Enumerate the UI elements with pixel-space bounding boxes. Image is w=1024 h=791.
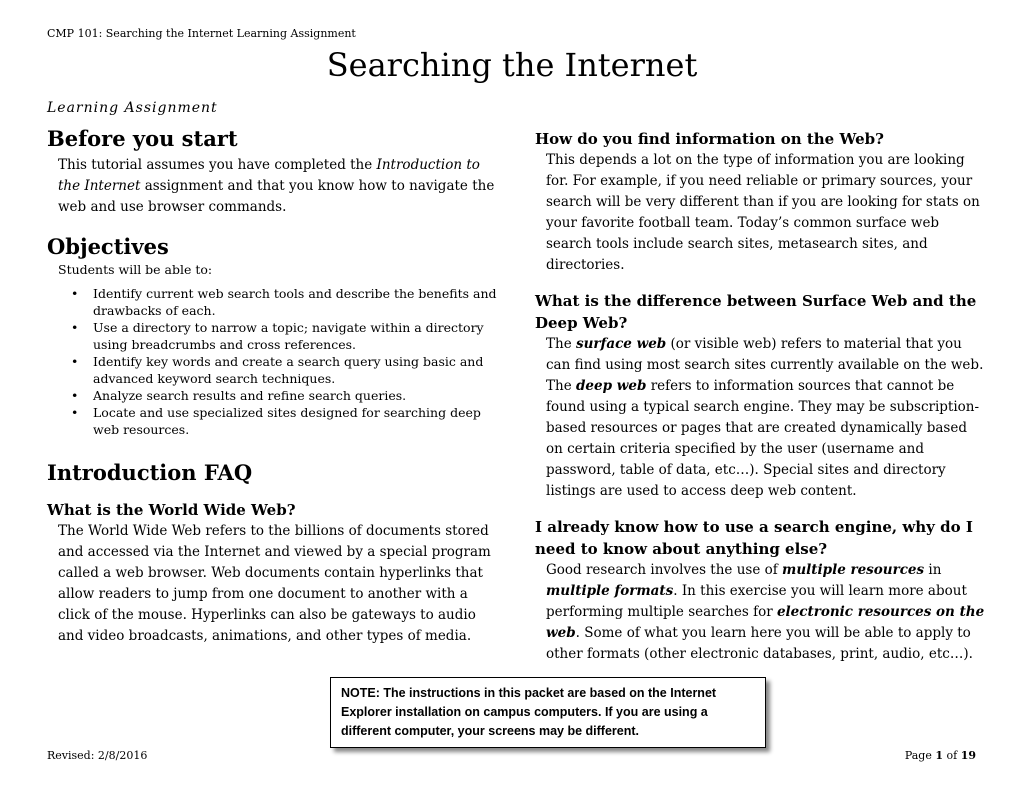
faq-question-find: How do you find information on the Web? xyxy=(535,130,884,148)
right-column xyxy=(535,126,985,665)
list-item: • Locate and use specialized sites designed for searching deep web resources. xyxy=(93,404,497,438)
faq-answer-www: The World Wide Web refers to the billions of documents stored and accessed via the Internet and viewed by a special program called a web browser. Web documents contain hyperlinks that allow readers to jump from one document to another with a click of the mouse. Hyperlinks can also be gateways to audio and video broadcasts, animations, and other types of media. xyxy=(58,523,491,644)
list-item: • Identify current web search tools and describe the benefits and drawbacks of each. xyxy=(93,285,497,319)
running-header: CMP 101: Searching the Internet Learning Assignment xyxy=(47,27,356,40)
revised-date: Revised: 2/8/2016 xyxy=(47,749,148,762)
faq-question-www: What is the World Wide Web? xyxy=(47,501,296,519)
page-title: Searching the Internet xyxy=(326,46,698,84)
page-number: Page 1 of 19 xyxy=(904,749,976,762)
page-subtitle: Learning Assignment xyxy=(47,100,218,116)
left-column xyxy=(47,126,497,647)
before-heading: Before you start xyxy=(47,126,238,151)
before-paragraph: This tutorial assumes you have completed the Introduction to the Internet assignment and that you know how to navigate the web and use browser commands. xyxy=(58,157,495,215)
objectives-intro: Students will be able to: xyxy=(58,262,213,277)
faq-heading: Introduction FAQ xyxy=(47,460,253,485)
list-item: • Identify key words and create a search query using basic and advanced keyword search techniques. xyxy=(93,353,497,387)
faq-question-search-engine: I already know how to use a search engine, why do I need to know about anything else? xyxy=(535,518,973,558)
faq-answer-search-engine: Good research involves the use of multiple resources in multiple formats. In this exercise you will learn more about performing multiple searches for electronic resources on the web. Some of what you learn here you will be able to apply to other formats (other electronic databases, print, audio, etc…). xyxy=(546,562,985,662)
faq-answer-find: This depends a lot on the type of information you are looking for. For example, if you need reliable or primary sources, your search will be very different than if you are looking for stats on your favorite football team. Today’s common surface web search tools include search sites, metasearch sites, and directories. xyxy=(546,152,980,273)
objectives-heading: Objectives xyxy=(47,234,169,259)
objectives-list xyxy=(47,285,497,438)
list-item: • Analyze search results and refine search queries. xyxy=(93,387,497,404)
faq-question-deep-web: What is the difference between Surface Web and the Deep Web? xyxy=(535,292,977,332)
note-box: NOTE: The instructions in this packet are based on the Internet Explorer installation on campus computers. If you are using a different computer, your screens may be different. xyxy=(330,677,766,748)
faq-answer-deep-web: The surface web (or visible web) refers to material that you can find using most search sites currently available on the web. The deep web refers to information sources that cannot be found using a typical search engine. They may be subscription-based resources or pages that are created dynamically based on certain criteria specified by the user (username and password, table of data, etc…). Special sites and directory listings are used to access deep web content. xyxy=(546,336,984,499)
list-item: • Use a directory to narrow a topic; navigate within a directory using breadcrumbs and cross references. xyxy=(93,319,497,353)
